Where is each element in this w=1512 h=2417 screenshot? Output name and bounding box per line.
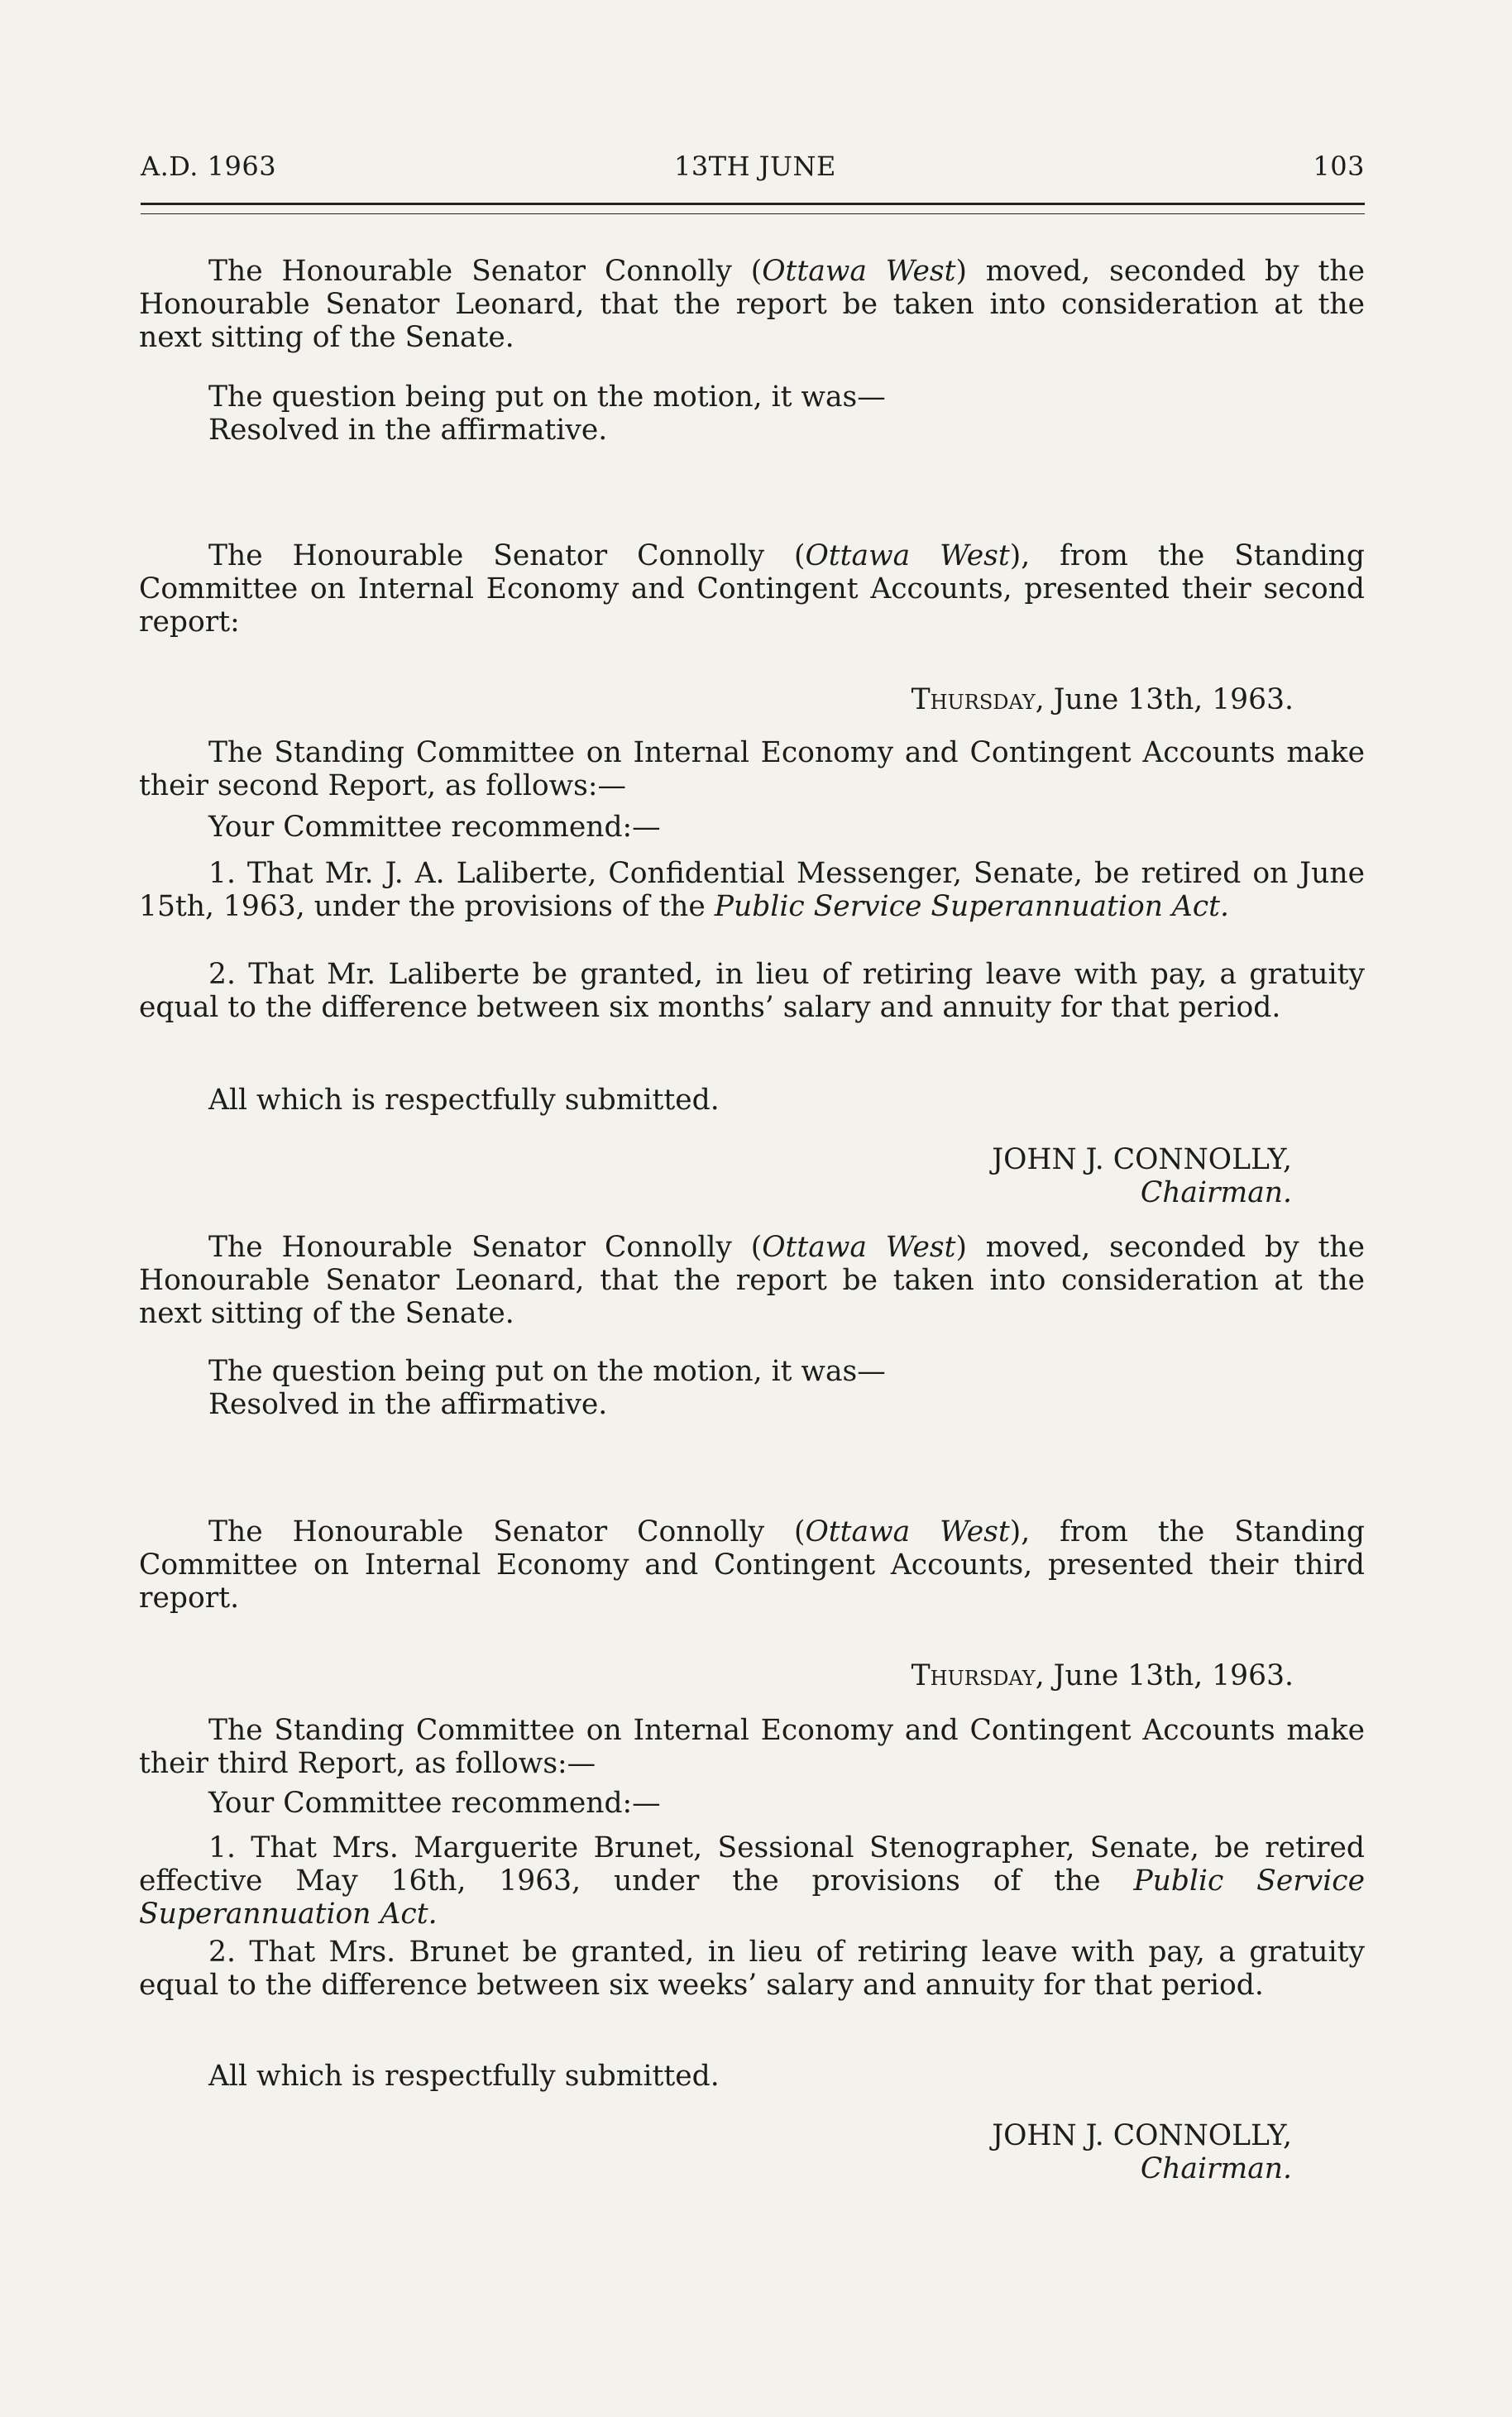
- recommend-3: Your Committee recommend:—: [208, 1787, 661, 1820]
- recommend-2: Your Committee recommend:—: [208, 811, 661, 844]
- signature-title: Chairman.: [1140, 1176, 1292, 1209]
- header-date: 13TH JUNE: [674, 151, 836, 182]
- header-year: A.D. 1963: [141, 151, 277, 182]
- page-number: 103: [1313, 151, 1365, 182]
- report-open-3: The Standing Committee on Internal Economy and Contingent Accounts make their third Report, as follows:—: [139, 1714, 1365, 1780]
- signature-name: JOHN J. CONNOLLY,: [992, 2119, 1292, 2152]
- report-item-3-1: 1. That Mrs. Marguerite Brunet, Sessional Stenographer, Senate, be retired effective May 16th, 1963, under the provisions of the Public Service Superannuation Act.: [139, 1831, 1365, 1931]
- report-date-2: Thursday, June 13th, 1963.: [911, 683, 1294, 716]
- report-open-2: The Standing Committee on Internal Economy and Contingent Accounts make their second Report, as follows:—: [139, 736, 1365, 802]
- running-head: [141, 151, 1365, 192]
- question-block-1: [139, 380, 1365, 447]
- signature-name: JOHN J. CONNOLLY,: [992, 1143, 1292, 1176]
- motion-paragraph-2: The Honourable Senator Connolly (Ottawa West) moved, seconded by the Honourable Senator Leonard, that the report be taken into consideration at the next sitting of the Senate.: [139, 1231, 1365, 1330]
- header-rule: [141, 203, 1365, 214]
- signature-3: [139, 2119, 1292, 2185]
- report-item-3-2: 2. That Mrs. Brunet be granted, in lieu of retiring leave with pay, a gratuity equal to the difference between six weeks’ salary and annuity for that period.: [139, 1936, 1365, 2002]
- report-item-2-2: 2. That Mr. Laliberte be granted, in lieu of retiring leave with pay, a gratuity equal to the difference between six months’ salary and annuity for that period.: [139, 958, 1365, 1024]
- question-block-2: The question being put on the motion, it was— Resolved in the affirmative.: [208, 1355, 886, 1421]
- report-item-2-1: 1. That Mr. J. A. Laliberte, Confidential Messenger, Senate, be retired on June 15th, 1963, under the provisions of the Public Service Superannuation Act.: [139, 857, 1365, 923]
- report-date-3: Thursday, June 13th, 1963.: [911, 1659, 1294, 1692]
- submitted-2: All which is respectfully submitted.: [208, 1084, 720, 1117]
- report-intro-2: The Honourable Senator Connolly (Ottawa West), from the Standing Committee on Internal Economy and Contingent Accounts, presented their second report:: [139, 539, 1365, 639]
- motion-paragraph-1: The Honourable Senator Connolly (Ottawa West) moved, seconded by the Honourable Senator Leonard, that the report be taken into consideration at the next sitting of the Senate.: [139, 255, 1365, 354]
- question-line: The question being put on the motion, it was—: [208, 380, 886, 414]
- report-intro-3: The Honourable Senator Connolly (Ottawa West), from the Standing Committee on Internal Economy and Contingent Accounts, presented their third report.: [139, 1515, 1365, 1615]
- resolved-line: Resolved in the affirmative.: [208, 414, 608, 447]
- signature-title: Chairman.: [1140, 2152, 1292, 2185]
- signature-2: [139, 1143, 1292, 1209]
- submitted-3: All which is respectfully submitted.: [208, 2060, 720, 2093]
